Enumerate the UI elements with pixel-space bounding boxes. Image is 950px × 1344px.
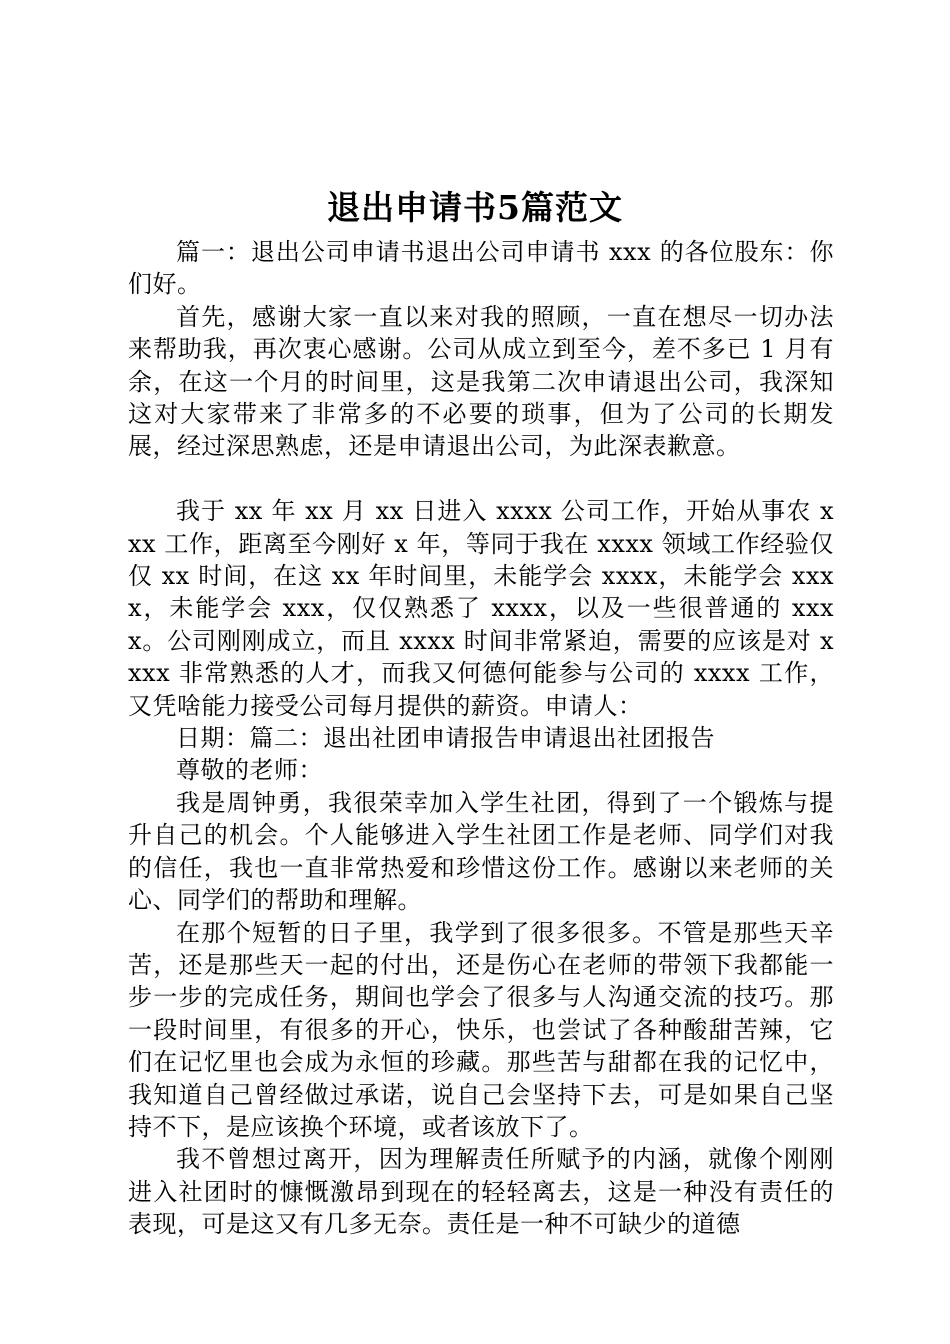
paragraph-2: 首先，感谢大家一直以来对我的照顾，一直在想尽一切办法来帮助我，再次衷心感谢。公司从成立到至今，差不多已 1 月有余，在这一个月的时间里，这是我第二次申请退出公司，我深知这对大家带来了非常多的不必要的琐事，但为了公司的长期发展，经过深思熟虑，还是申请退出公司，为此深表歉意。 <box>128 302 834 461</box>
paragraph-1: 篇一：退出公司申请书退出公司申请书 xxx 的各位股东：你们好。 <box>128 238 834 299</box>
document-body <box>128 236 834 1241</box>
blank-line <box>128 463 834 495</box>
document-title: 退出申请书5篇范文 <box>327 188 623 227</box>
paragraph-6: 我是周钟勇，我很荣幸加入学生社团，得到了一个锻炼与提升自己的机会。个人能够进入学生社团工作是老师、同学们对我的信任，我也一直非常热爱和珍惜这份工作。感谢以来老师的关心、同学们的帮助和理解。 <box>128 788 834 915</box>
paragraph-3: 我于 xx 年 xx 月 xx 日进入 xxxx 公司工作，开始从事农 xxx 工作，距离至今刚好 x 年，等同于我在 xxxx 领域工作经验仅仅 xx 时间，在这 xx 年时间里，未能学会 xxxx，未能学会 xxxx，未能学会 xxx，仅仅熟悉了 xxxx，以及一些很普通的 xxxx。公司刚刚成立，而且 xxxx 时间非常紧迫，需要的应该是对 xxxx 非常熟悉的人才，而我又何德何能参与公司的 xxxx 工作，又凭啥能力接受公司每月提供的薪资。申请人： <box>128 497 834 720</box>
paragraph-8: 我不曾想过离开，因为理解责任所赋予的内涵，就像个刚刚进入社团时的慷慨激昂到现在的轻轻离去，这是一种没有责任的表现，可是这又有几多无奈。责任是一种不可缺少的道德 <box>128 1145 834 1239</box>
paragraph-4: 日期：篇二：退出社团申请报告申请退出社团报告 <box>176 724 715 753</box>
paragraph-5: 尊敬的老师： <box>176 756 323 785</box>
paragraph-7: 在那个短暂的日子里，我学到了很多很多。不管是那些天辛苦，还是那些天一起的付出，还是伤心在老师的带领下我都能一步一步的完成任务，期间也学会了很多与人沟通交流的技巧。那一段时间里，有很多的开心，快乐，也尝试了各种酸甜苦辣，它们在记忆里也会成为永恒的珍藏。那些苦与甜都在我的记忆中，我知道自己曾经做过承诺，说自己会坚持下去，可是如果自己坚持不下，是应该换个环境，或者该放下了。 <box>128 918 834 1141</box>
